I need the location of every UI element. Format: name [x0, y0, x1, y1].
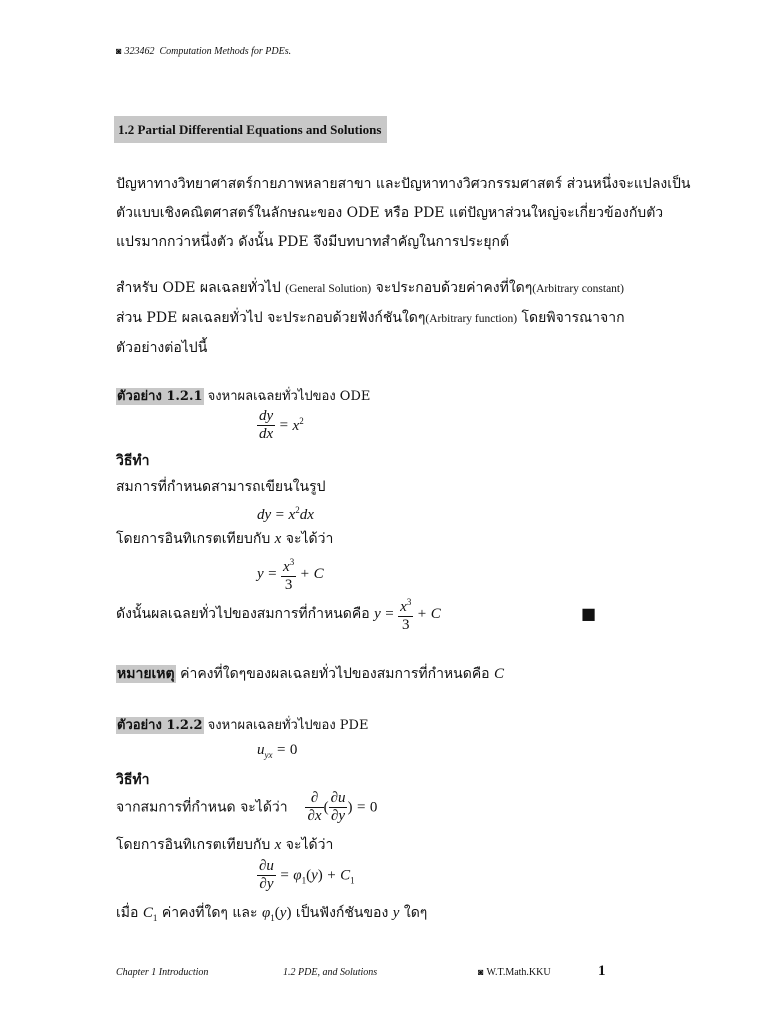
example-1-label: ตัวอย่าง 1.2.1 [117, 389, 203, 404]
page-header [116, 46, 291, 57]
equation-dy-x2dx: dy = $x^2dx$ [257, 505, 314, 523]
solutions-line-1: สำหรับ ODE ผลเฉลยทั่วไป (General Solution) จะประกอบด้วยค่าคงที่ใดๆ(Arbitrary constant) [116, 280, 624, 296]
equation-du-dy: $\frac{\partial u}{\partial y}$ = $\varphi_1(y) + C_1$ [259, 858, 355, 892]
intro-line-2: ตัวแบบเชิงคณิตศาสตร์ในลักษณะของ ODE หรือ PDE แต่ปัญหาส่วนใหญ่จะเกี่ยวข้องกับตัว [116, 205, 664, 221]
example-1-step-2: โดยการอินทิเกรตเทียบกับ x จะได้ว่า [116, 531, 334, 547]
note-label: หมายเหตุ [117, 666, 175, 682]
solutions-paragraph [116, 274, 625, 363]
solutions-line-3: ตัวอย่างต่อไปนี้ [116, 340, 208, 356]
example-2-solution-label: วิธีทำ [116, 772, 150, 788]
solutions-line-2: ส่วน PDE ผลเฉลยทั่วไป จะประกอบด้วยฟังก์ชันใดๆ(Arbitrary function) โดยพิจารณาจาก [116, 310, 625, 326]
example-2-where: เมื่อ $C_1$ ค่าคงที่ใดๆ และ $\varphi_1(y)$ เป็นฟังก์ชันของ y ใดๆ [116, 905, 428, 923]
equation-uyx: $u_{yx} = 0$ [257, 742, 298, 760]
example-2-step-2: โดยการอินทิเกรตเทียบกับ x จะได้ว่า [116, 837, 334, 853]
example-2-text: จงหาผลเฉลยทั่วไปของ PDE [207, 718, 369, 733]
page-number: 1 [598, 963, 606, 979]
footer-org: ◙ W.T.Math.KKU [478, 967, 551, 978]
course-code: 323462 [124, 46, 155, 57]
course-title: Computation Methods for PDEs. [159, 46, 292, 57]
section-heading: 1.2 Partial Differential Equations and Solutions [114, 116, 387, 143]
square-bullet-icon: ◙ [478, 967, 484, 977]
example-1-conclusion: ดังนั้นผลเฉลยทั่วไปของสมการที่กำหนดคือ y = $\frac{x^3}{3}$ + C [116, 594, 441, 634]
intro-paragraph [116, 170, 690, 257]
note-text: ค่าคงที่ใดๆของผลเฉลยทั่วไปของสมการที่กำหนดคือ [180, 666, 490, 682]
footer-chapter: Chapter 1 Introduction [116, 967, 209, 978]
example-2-heading [116, 714, 368, 735]
example-1-step-1: สมการที่กำหนดสามารถเขียนในรูป [116, 479, 326, 495]
square-bullet-icon: ◙ [116, 46, 122, 56]
example-1-heading [116, 385, 370, 406]
example-1-text: จงหาผลเฉลยทั่วไปของ ODE [207, 389, 371, 404]
footer-section: 1.2 PDE, and Solutions [283, 967, 378, 978]
end-of-proof-icon: ■ [581, 604, 597, 623]
intro-line-3: แปรมากกว่าหนึ่งตัว ดังนั้น PDE จึงมีบทบาทสำคัญในการประยุกต์ [116, 234, 510, 250]
example-1-solution-label: วิธีทำ [116, 453, 150, 469]
note: หมายเหตุ ค่าคงที่ใดๆของผลเฉลยทั่วไปของสมการที่กำหนดคือ C [117, 666, 505, 682]
example-2-step-1: จากสมการที่กำหนด จะได้ว่า $\frac{\partial}{\partial x}$ ( $\frac{\partial u}{\partial y}$ ) = 0 [116, 790, 378, 824]
intro-line-1: ปัญหาทางวิทยาศาสตร์กายภาพหลายสาขา และปัญหาทางวิศวกรรมศาสตร์ ส่วนหนึ่งจะแปลงเป็น [116, 176, 691, 192]
example-2-label: ตัวอย่าง 1.2.2 [117, 718, 203, 733]
equation-dy-dx: $\frac{dy}{dx}$ = $x^2$ [259, 408, 304, 442]
equation-y-x3-3: y = $\frac{x^3}{3}$ + C [257, 554, 324, 594]
